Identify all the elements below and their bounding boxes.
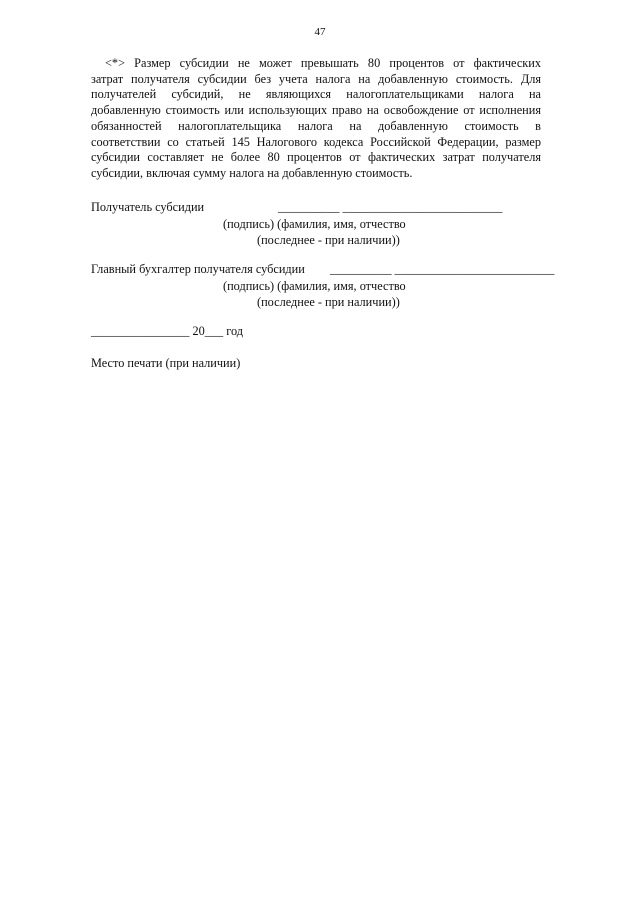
- footnote-line: обязанностей налогоплательщика налога на добавленную стоимость в: [91, 118, 541, 133]
- footnote-line: <*> Размер субсидии не может превышать 80 процентов от фактических: [105, 56, 541, 70]
- footnote-line: получателей субсидий, не являющихся налогоплательщиками налога на: [91, 87, 541, 102]
- footnote-line: субсидии, включая сумму налога на добавленную стоимость.: [91, 165, 413, 180]
- date-line: ________________ 20___ год: [91, 324, 244, 338]
- accountant-hint-signature-name: (подпись) (фамилия, имя, отчество: [223, 279, 406, 293]
- footnote-line: добавленную стоимость или использующих право на освобождение от исполнения: [91, 103, 541, 118]
- recipient-hint-last-name-note: (последнее - при наличии)): [257, 233, 400, 247]
- accountant-label: Главный бухгалтер получателя субсидии: [91, 262, 305, 276]
- accountant-hint-last-name-note: (последнее - при наличии)): [257, 295, 400, 309]
- recipient-hint-signature-name: (подпись) (фамилия, имя, отчество: [223, 217, 406, 231]
- footnote-paragraph: [91, 56, 541, 182]
- recipient-label: Получатель субсидии: [91, 200, 205, 214]
- footnote-line: субсидии составляет не более 80 процентов от фактических затрат получателя: [91, 150, 541, 165]
- footnote-line: затрат получателя субсидии без учета налога на добавленную стоимость. Для: [91, 71, 541, 86]
- accountant-signature-blanks: __________ __________________________: [330, 262, 555, 276]
- footnote-line: соответствии со статьей 145 Налогового кодекса Российской Федерации, размер: [91, 134, 541, 149]
- page-number: 47: [314, 26, 326, 38]
- seal-place: Место печати (при наличии): [91, 356, 241, 370]
- recipient-signature-blanks: __________ __________________________: [278, 200, 503, 214]
